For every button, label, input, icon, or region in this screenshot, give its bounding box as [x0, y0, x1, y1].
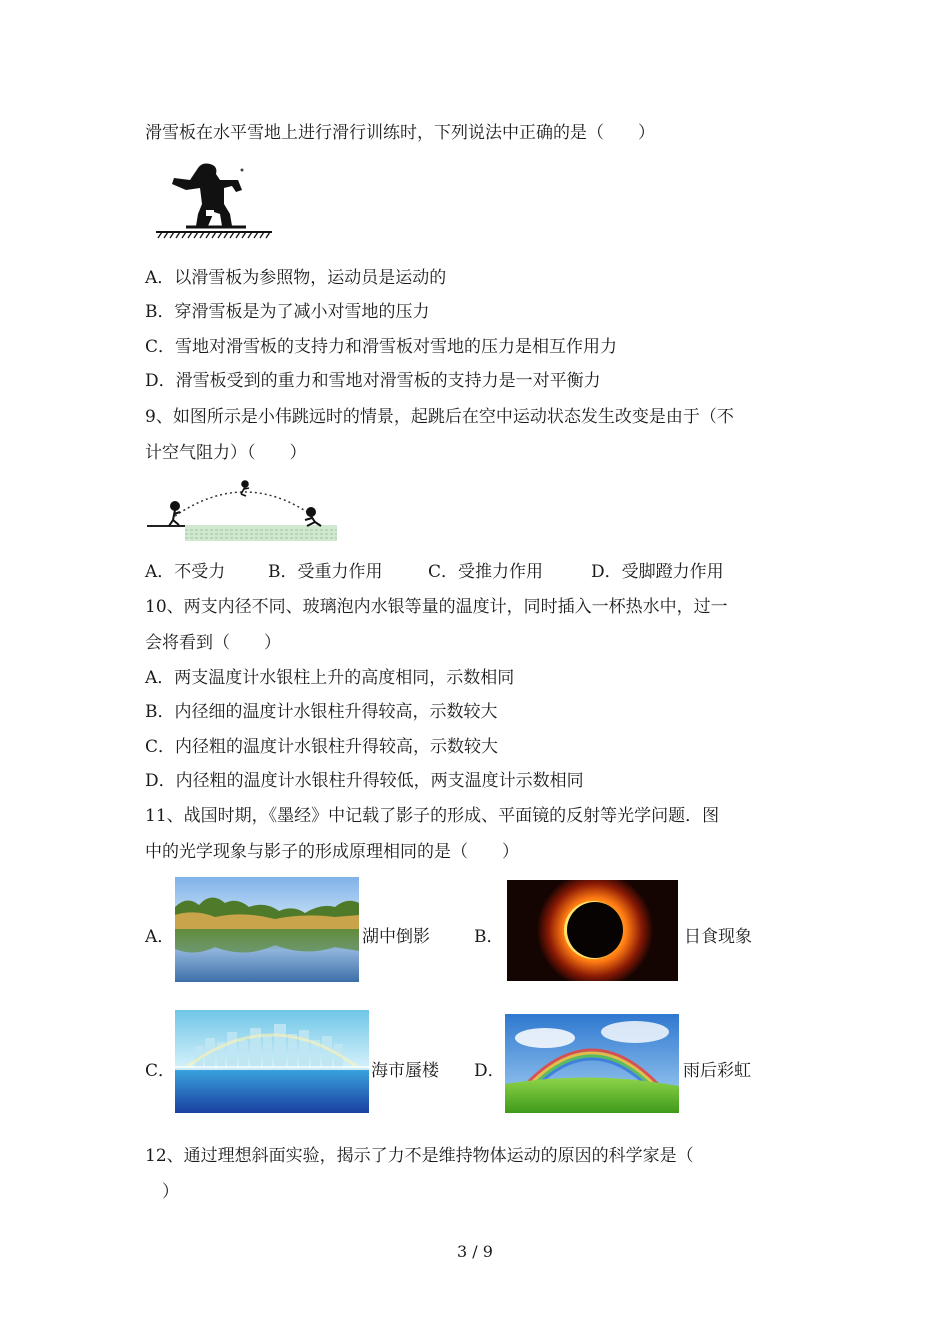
mirage-image	[175, 1010, 369, 1113]
lake-reflection-image	[175, 877, 359, 982]
q11-option-a-letter: A．	[145, 927, 175, 947]
q11-option-d-caption: 雨后彩虹	[683, 1061, 751, 1081]
q8-stem: 滑雪板在水平雪地上进行滑行训练时，下列说法中正确的是（ ）	[145, 123, 655, 143]
q11-option-c-caption: 海市蜃楼	[371, 1061, 439, 1081]
q9-options-row	[145, 561, 724, 583]
q11-option-b-letter: B．	[474, 927, 504, 947]
page-number: 3 / 9	[457, 1242, 493, 1261]
q8-option-a: A．以滑雪板为参照物，运动员是运动的	[145, 268, 447, 288]
q9-stem-line2: 计空气阻力）（ ）	[145, 443, 307, 463]
q9-option-a: A．不受力	[145, 562, 226, 582]
long-jump-figure	[145, 476, 345, 546]
q9-option-d: D．受脚蹬力作用	[591, 562, 724, 582]
q10-option-a: A．两支温度计水银柱上升的高度相同，示数相同	[145, 668, 515, 688]
q11-option-b-caption: 日食现象	[684, 927, 752, 947]
q8-option-c: C．雪地对滑雪板的支持力和滑雪板对雪地的压力是相互作用力	[145, 337, 618, 357]
q9-option-b: B．受重力作用	[268, 562, 383, 582]
q10-option-c: C．内径粗的温度计水银柱升得较高，示数较大	[145, 737, 499, 757]
q9-stem-line1: 9、如图所示是小伟跳远时的情景，起跳后在空中运动状态发生改变是由于（不	[145, 407, 734, 427]
q8-option-b: B．穿滑雪板是为了减小对雪地的压力	[145, 302, 430, 322]
q10-stem-line2: 会将看到（ ）	[145, 633, 281, 653]
snowboarder-figure	[150, 160, 275, 240]
q10-option-b: B．内径细的温度计水银柱升得较高，示数较大	[145, 702, 498, 722]
q12-stem-line2: ）	[145, 1182, 179, 1202]
q11-stem-line2: 中的光学现象与影子的形成原理相同的是（ ）	[145, 842, 519, 862]
q11-option-c-letter: C．	[145, 1061, 176, 1081]
q10-option-d: D．内径粗的温度计水银柱升得较低，两支温度计示数相同	[145, 771, 584, 791]
q12-stem-line1: 12、通过理想斜面实验，揭示了力不是维持物体运动的原因的科学家是（	[145, 1146, 694, 1166]
q11-stem-line1: 11、战国时期，《墨经》中记载了影子的形成、平面镜的反射等光学问题．图	[145, 806, 720, 826]
q8-option-d: D．滑雪板受到的重力和雪地对滑雪板的支持力是一对平衡力	[145, 371, 601, 391]
q10-stem-line1: 10、两支内径不同、玻璃泡内水银等量的温度计，同时插入一杯热水中，过一	[145, 597, 728, 617]
q11-option-d-letter: D．	[474, 1061, 505, 1081]
rainbow-image	[505, 1014, 679, 1113]
q11-option-a-caption: 湖中倒影	[362, 927, 430, 947]
q9-option-c: C．受推力作用	[428, 562, 544, 582]
solar-eclipse-image	[507, 880, 678, 981]
